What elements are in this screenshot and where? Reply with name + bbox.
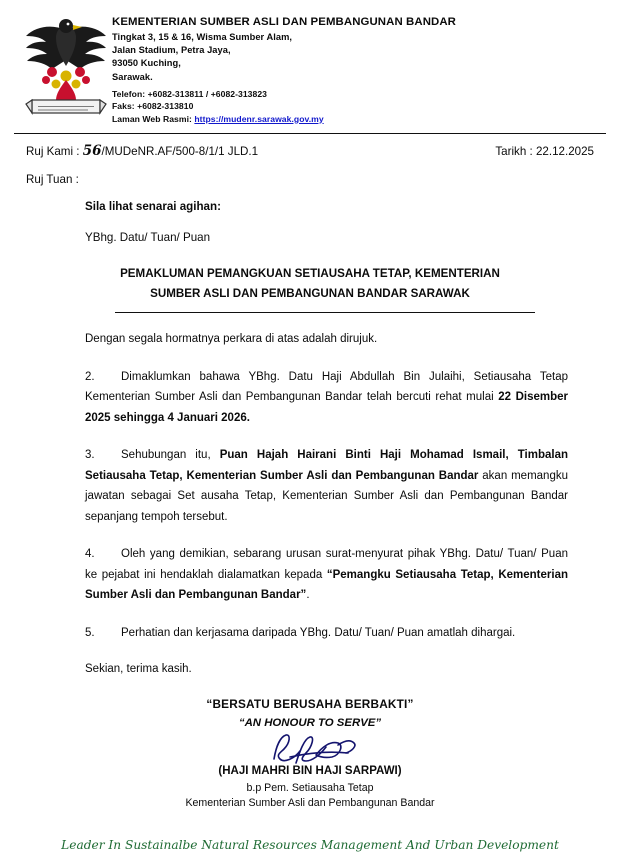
our-reference-value: /MUDeNR.AF/500-8/1/1 JLD.1	[101, 145, 259, 159]
address-line-4: Sarawak.	[112, 71, 153, 82]
website-line	[112, 113, 600, 125]
date-label: Tarikh :	[495, 145, 533, 159]
reference-row	[0, 134, 620, 159]
paragraph-4-number: 4.	[85, 548, 95, 561]
our-reference	[26, 143, 258, 159]
phone-line: Telefon: +6082-313811 / +6082-313823	[112, 88, 268, 99]
paragraph-5	[85, 623, 568, 644]
paragraph-3-text-a: Sehubungan itu,	[121, 449, 220, 462]
paragraph-3-text-c: akan memangku jawatan sebagai Set ausaha Tetap, Kementerian Sumber Asli dan Pembangunan Bandar sepanjang tempoh tersebut.	[85, 469, 568, 523]
fax-line: Faks: +6082-313810	[112, 101, 194, 112]
paragraph-4-text-c: .	[306, 589, 310, 602]
distribution-note: Sila lihat senarai agihan:	[85, 200, 221, 214]
website-link[interactable]: https://mudenr.sarawak.gov.my	[194, 113, 324, 124]
closing-line: Sekian, terima kasih.	[85, 663, 192, 676]
signer-role	[30, 781, 590, 811]
address-line-2: Jalan Stadium, Petra Jaya,	[112, 45, 231, 56]
letterhead	[0, 0, 620, 125]
letter-body	[0, 200, 620, 811]
coat-of-arms-icon	[20, 10, 112, 122]
signature-icon	[30, 731, 590, 765]
signer-role-line-2: Kementerian Sumber Asli dan Pembangunan Bandar	[185, 797, 435, 810]
letterhead-text	[112, 10, 600, 125]
subject-underline	[115, 312, 535, 313]
address-line-1: Tingkat 3, 15 & 16, Wisma Sumber Alam,	[112, 32, 293, 42]
salutation: YBhg. Datu/ Tuan/ Puan	[85, 231, 211, 245]
subject-heading	[68, 264, 552, 304]
subject-line-2: SUMBER ASLI DAN PEMBANGUNAN BANDAR SARAWAK	[150, 287, 470, 301]
signer-role-line-1: b.p Pem. Setiausaha Tetap	[246, 782, 374, 795]
date-value: 22.12.2025	[535, 145, 594, 159]
paragraph-2	[85, 367, 568, 429]
paragraph-2-dates: 22 Disember 2025 sehingga 4 Januari 2026.	[85, 391, 569, 424]
motto-bm: “BERSATU BERUSAHA BERBAKTI”	[206, 697, 414, 712]
address-line-3: 93050 Kuching,	[112, 58, 181, 69]
your-reference-label: Ruj Tuan :	[26, 173, 79, 187]
signer-name: (HAJI MAHRI BIN HAJI SARPAWI)	[218, 765, 402, 778]
paragraph-5-text: Perhatian dan kerjasama daripada YBhg. Datu/ Tuan/ Puan amatlah dihargai.	[121, 626, 516, 639]
paragraph-4-text-a: Oleh yang demikian, sebarang urusan surat-menyurat pihak YBhg. Datu/ Tuan/ Puan ke pejabat ini hendaklah dialamatkan kepada	[85, 548, 568, 581]
paragraph-4	[85, 544, 568, 606]
motto-en: “AN HONOUR TO SERVE”	[238, 717, 382, 730]
date-field	[495, 145, 594, 158]
our-reference-handwritten: 56	[82, 143, 102, 160]
our-reference-label: Ruj Kami :	[26, 145, 80, 159]
footer-tagline: Leader In Sustainalbe Natural Resources Management And Urban Development	[61, 838, 559, 852]
website-label: Laman Web Rasmi:	[112, 113, 192, 124]
signature-block	[30, 697, 590, 811]
paragraph-1: Dengan segala hormatnya perkara di atas adalah dirujuk.	[85, 333, 378, 346]
paragraph-3-officer: Puan Hajah Hairani Binti Haji Mohamad Ismail, Timbalan Setiausaha Tetap, Kementerian Sumber Asli dan Pembangunan Bandar	[85, 449, 568, 482]
paragraph-3	[85, 445, 568, 527]
organization-name: KEMENTERIAN SUMBER ASLI DAN PEMBANGUNAN BANDAR	[112, 16, 456, 28]
paragraph-4-address-title: “Pemangku Setiausaha Tetap, Kementerian Sumber Asli dan Pembangunan Bandar”	[85, 568, 568, 602]
paragraph-2-text-a: Dimaklumkan bahawa YBhg. Datu Haji Abdullah Bin Julaihi, Setiausaha Tetap Kementerian Sumber Asli dan Pembangunan Bandar telah bercuti rehat mulai	[85, 370, 568, 404]
paragraph-5-number: 5.	[85, 626, 95, 639]
subject-line-1: PEMAKLUMAN PEMANGKUAN SETIAUSAHA TETAP, KEMENTERIAN	[120, 267, 500, 281]
paragraph-3-number: 3.	[85, 449, 95, 462]
paragraph-2-number: 2.	[85, 370, 95, 383]
